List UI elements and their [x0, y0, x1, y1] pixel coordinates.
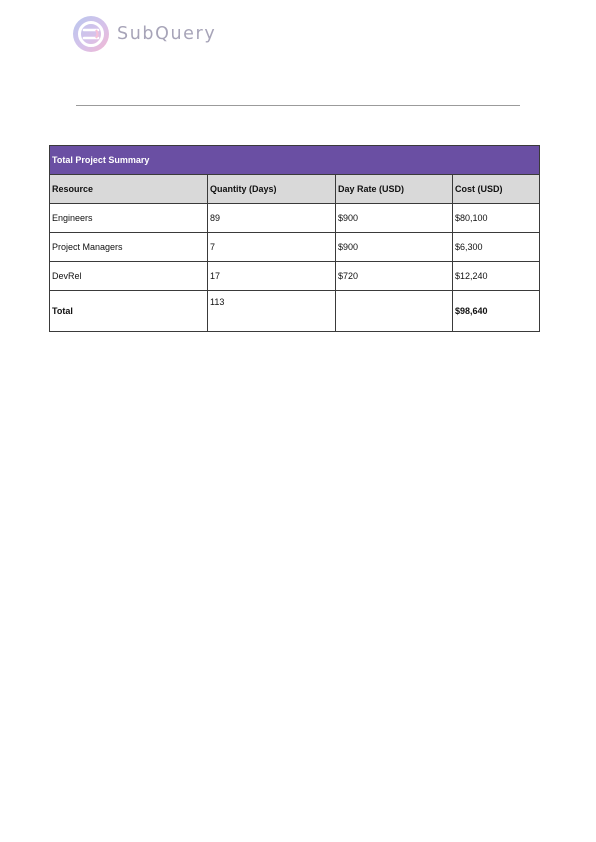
cell-quantity: 7: [208, 233, 336, 262]
brand-logo: [72, 15, 216, 53]
header-cost: Cost (USD): [453, 175, 540, 204]
total-label: Total: [50, 291, 208, 332]
cell-resource: Project Managers: [50, 233, 208, 262]
cell-resource: DevRel: [50, 262, 208, 291]
table-row: [50, 204, 540, 233]
table-row: [50, 262, 540, 291]
cell-cost: $80,100: [453, 204, 540, 233]
header-day-rate: Day Rate (USD): [336, 175, 453, 204]
total-quantity: 113: [208, 291, 336, 332]
table-row: [50, 233, 540, 262]
table-title-row: [50, 146, 540, 175]
total-rate: [336, 291, 453, 332]
cell-day-rate: $900: [336, 233, 453, 262]
brand-name: SubQuery: [117, 24, 217, 44]
table-total-row: [50, 291, 540, 332]
cell-day-rate: $720: [336, 262, 453, 291]
subquery-logo-icon: [72, 15, 110, 53]
header-resource: Resource: [50, 175, 208, 204]
table-title: Total Project Summary: [50, 146, 540, 175]
total-cost: $98,640: [453, 291, 540, 332]
table-header-row: [50, 175, 540, 204]
cell-resource: Engineers: [50, 204, 208, 233]
header-quantity: Quantity (Days): [208, 175, 336, 204]
cell-cost: $6,300: [453, 233, 540, 262]
cell-day-rate: $900: [336, 204, 453, 233]
header-divider: [76, 105, 520, 106]
cell-quantity: 89: [208, 204, 336, 233]
cell-cost: $12,240: [453, 262, 540, 291]
cell-quantity: 17: [208, 262, 336, 291]
project-summary-table: [49, 145, 540, 332]
